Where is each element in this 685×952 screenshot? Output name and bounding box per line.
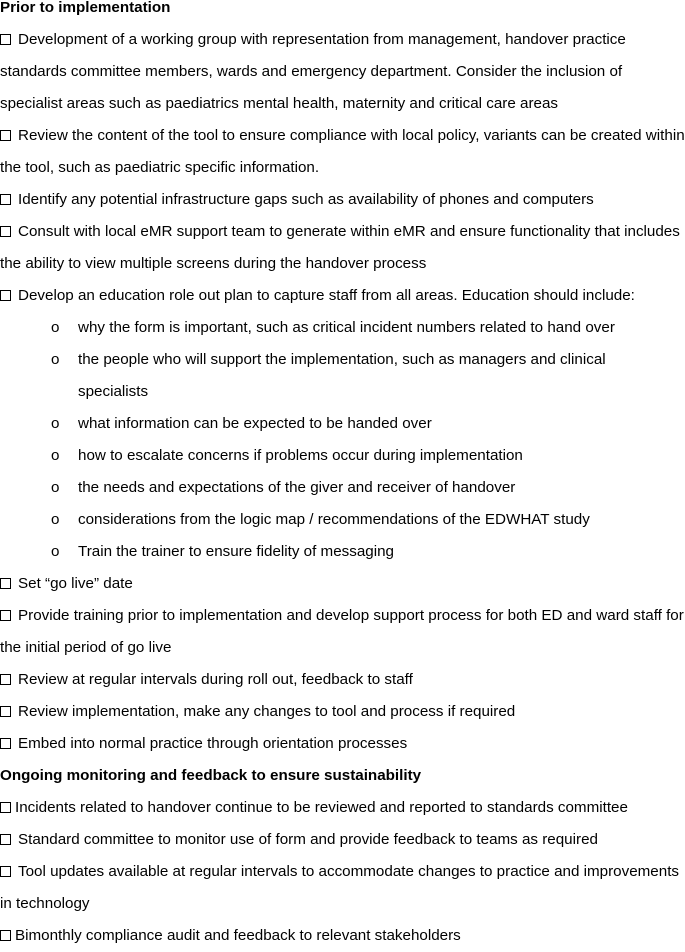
checklist-item: [0, 696, 685, 728]
checklist-item: [0, 824, 685, 856]
checklist-item-text: Development of a working group with representation from management, handover practice standards committee members, wards and emergency department. Consider the inclusion of specialist areas such as paediatrics mental health, maternity and critical care areas: [0, 31, 626, 112]
education-point: [0, 504, 685, 536]
checklist-item: [0, 184, 685, 216]
checkbox-icon: [0, 738, 11, 749]
checklist-item-text: Tool updates available at regular intervals to accommodate changes to practice and improvements in technology: [0, 863, 680, 912]
checklist-item: [0, 120, 685, 184]
checkbox-icon: [0, 802, 11, 813]
education-point-text: the people who will support the implementation, such as managers and clinical specialists: [78, 351, 606, 400]
checkbox-icon: [0, 610, 11, 621]
education-point-text: Train the trainer to ensure fidelity of messaging: [78, 543, 395, 560]
checkbox-icon: [0, 226, 11, 237]
checklist-item: [0, 568, 685, 600]
checklist-item-text: Develop an education role out plan to capture staff from all areas. Education should include:: [18, 287, 635, 304]
checkbox-icon: [0, 674, 11, 685]
checklist-item-text: Bimonthly compliance audit and feedback to relevant stakeholders: [15, 927, 461, 944]
education-point-text: what information can be expected to be handed over: [78, 415, 432, 432]
checklist-item-text: Review the content of the tool to ensure compliance with local policy, variants can be created within the tool, such as paediatric specific information.: [0, 127, 685, 176]
checklist-item: [0, 664, 685, 696]
checkbox-icon: [0, 578, 11, 589]
checklist-item: [0, 600, 685, 664]
bullet-icon: o: [51, 415, 60, 432]
checkbox-icon: [0, 290, 11, 301]
checklist-item-text: Standard committee to monitor use of form and provide feedback to teams as required: [18, 831, 598, 848]
bullet-icon: o: [51, 543, 60, 560]
checklist-item-text: Review at regular intervals during roll out, feedback to staff: [18, 671, 413, 688]
checkbox-icon: [0, 706, 11, 717]
bullet-icon: o: [51, 447, 60, 464]
checklist-item-text: Incidents related to handover continue to be reviewed and reported to standards committee: [15, 799, 628, 816]
checklist-item-text: Review implementation, make any changes to tool and process if required: [18, 703, 516, 720]
checkbox-icon: [0, 194, 11, 205]
checklist-item: [0, 216, 685, 280]
prior-to-implementation-heading: Prior to implementation: [0, 0, 171, 16]
education-point: [0, 472, 685, 504]
checklist-item: [0, 280, 685, 312]
bullet-icon: o: [51, 319, 60, 336]
checklist-item: [0, 792, 685, 824]
bullet-icon: o: [51, 479, 60, 496]
checklist-item-text: Consult with local eMR support team to generate within eMR and ensure functionality that includes the ability to view multiple screens during the handover process: [0, 223, 680, 272]
education-point-text: considerations from the logic map / recommendations of the EDWHAT study: [78, 511, 590, 528]
checkbox-icon: [0, 834, 11, 845]
checklist-item-text: Set “go live” date: [18, 575, 133, 592]
checklist-item: [0, 920, 685, 952]
checkbox-icon: [0, 130, 11, 141]
checklist-item: [0, 856, 685, 920]
education-point-text: how to escalate concerns if problems occur during implementation: [78, 447, 523, 464]
checkbox-icon: [0, 34, 11, 45]
checklist-item: [0, 728, 685, 760]
education-point: [0, 344, 685, 408]
checklist-item-text: Embed into normal practice through orientation processes: [18, 735, 408, 752]
ongoing-monitoring-heading: Ongoing monitoring and feedback to ensure sustainability: [0, 767, 422, 784]
bullet-icon: o: [51, 351, 60, 368]
checklist-item-text: Identify any potential infrastructure gaps such as availability of phones and computers: [18, 191, 594, 208]
education-point-text: the needs and expectations of the giver and receiver of handover: [78, 479, 516, 496]
education-point: [0, 440, 685, 472]
education-point-text: why the form is important, such as critical incident numbers related to hand over: [78, 319, 615, 336]
education-point: [0, 312, 685, 344]
checklist-item: [0, 24, 685, 120]
checkbox-icon: [0, 866, 11, 877]
checklist-item-text: Provide training prior to implementation and develop support process for both ED and ward staff for the initial period of go live: [0, 607, 684, 656]
education-point: [0, 536, 685, 568]
education-point: [0, 408, 685, 440]
bullet-icon: o: [51, 511, 60, 528]
checkbox-icon: [0, 930, 11, 941]
